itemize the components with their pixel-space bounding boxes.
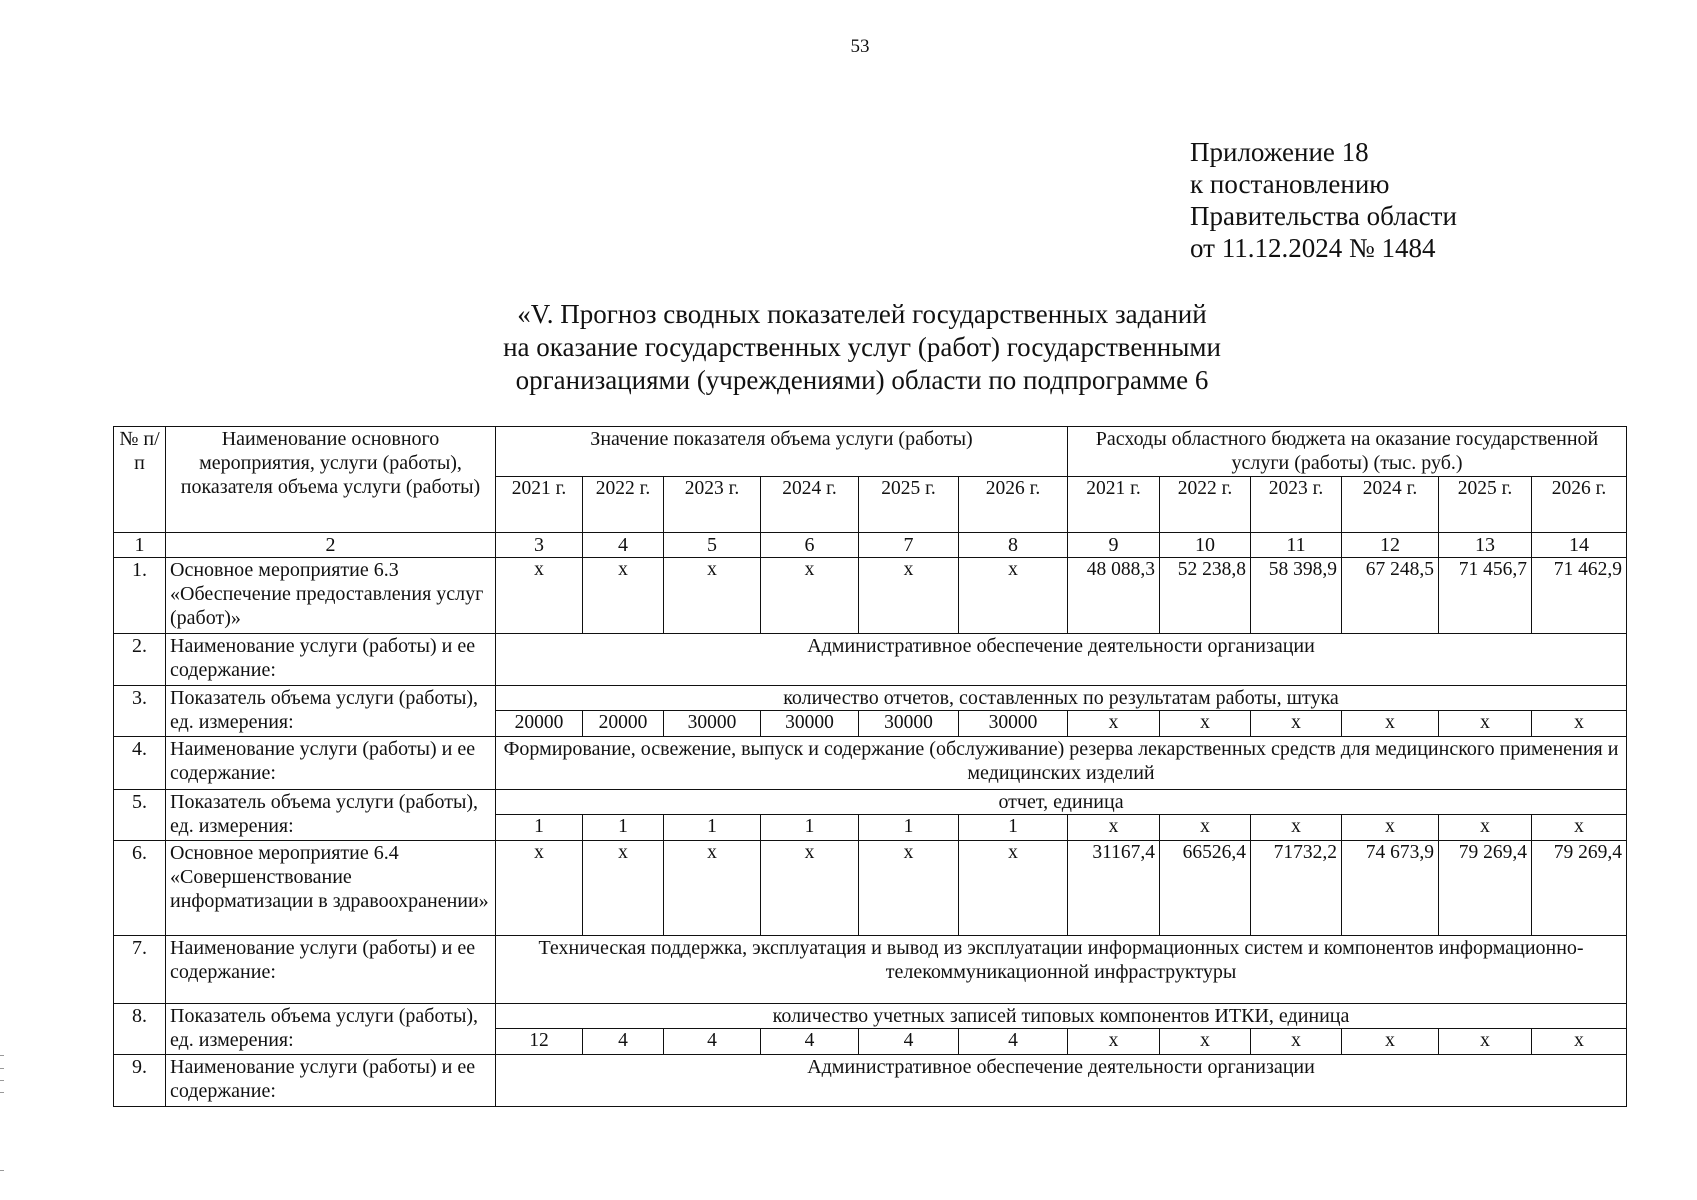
volume-value: х (859, 558, 959, 634)
column-number: 5 (664, 533, 761, 558)
table-row (114, 841, 1627, 936)
service-content: Формирование, освежение, выпуск и содержание (обслуживание) резерва лекарственных средств для медицинского применения и медицинских изделий (496, 737, 1627, 790)
row-name: Показатель объема услуги (работы), ед. измерения: (166, 790, 496, 841)
budget-value: 71 456,7 (1439, 558, 1532, 634)
volume-value: х (859, 841, 959, 936)
column-number: 12 (1342, 533, 1439, 558)
row-number: 2. (114, 634, 166, 686)
volume-value: 20000 (583, 711, 664, 737)
budget-value: х (1251, 711, 1342, 737)
header-volume-group: Значение показателя объема услуги (работы) (496, 427, 1068, 477)
scan-edge-mark (0, 1092, 4, 1093)
table-row (114, 737, 1627, 790)
volume-value: 4 (583, 1029, 664, 1055)
budget-value: х (1068, 1029, 1160, 1055)
volume-value: 1 (664, 815, 761, 841)
budget-value: 31167,4 (1068, 841, 1160, 936)
volume-value: 4 (664, 1029, 761, 1055)
header-year: 2021 г. (1068, 477, 1160, 533)
column-number: 8 (959, 533, 1068, 558)
volume-value: 12 (496, 1029, 583, 1055)
volume-value: 30000 (959, 711, 1068, 737)
budget-value: х (1068, 815, 1160, 841)
volume-value: х (496, 841, 583, 936)
budget-value: 79 269,4 (1532, 841, 1627, 936)
column-number: 1 (114, 533, 166, 558)
appendix-block (1190, 136, 1457, 264)
budget-value: х (1251, 1029, 1342, 1055)
volume-value: х (496, 558, 583, 634)
header-year: 2022 г. (1160, 477, 1251, 533)
scan-edge-mark (0, 1170, 4, 1171)
budget-value: 79 269,4 (1439, 841, 1532, 936)
header-year: 2024 г. (1342, 477, 1439, 533)
column-number: 9 (1068, 533, 1160, 558)
volume-value: х (583, 558, 664, 634)
forecast-table (113, 426, 1627, 1107)
row-name: Наименование услуги (работы) и ее содержание: (166, 1055, 496, 1107)
budget-value: х (1251, 815, 1342, 841)
volume-value: 4 (959, 1029, 1068, 1055)
service-content: Административное обеспечение деятельности организации (496, 1055, 1627, 1107)
budget-value: х (1160, 711, 1251, 737)
indicator-unit: отчет, единица (496, 790, 1627, 815)
budget-value: х (1532, 711, 1627, 737)
scan-edge-mark (0, 1055, 4, 1056)
column-number: 6 (761, 533, 859, 558)
header-year: 2023 г. (1251, 477, 1342, 533)
budget-value: 67 248,5 (1342, 558, 1439, 634)
column-number: 2 (166, 533, 496, 558)
indicator-unit: количество отчетов, составленных по результатам работы, штука (496, 686, 1627, 711)
header-year: 2023 г. (664, 477, 761, 533)
column-number: 10 (1160, 533, 1251, 558)
row-number: 1. (114, 558, 166, 634)
volume-value: 4 (859, 1029, 959, 1055)
budget-value: х (1439, 1029, 1532, 1055)
column-number: 7 (859, 533, 959, 558)
column-number: 3 (496, 533, 583, 558)
volume-value: х (761, 841, 859, 936)
volume-value: 4 (761, 1029, 859, 1055)
row-name: Основное мероприятие 6.4 «Совершенствование информатизации в здравоохранении» (166, 841, 496, 936)
row-name: Наименование услуги (работы) и ее содержание: (166, 634, 496, 686)
header-year: 2021 г. (496, 477, 583, 533)
row-name: Наименование услуги (работы) и ее содержание: (166, 737, 496, 790)
appendix-line: Приложение 18 (1190, 137, 1369, 167)
title-line: на оказание государственных услуг (работ) государственными (503, 332, 1221, 362)
budget-value: 66526,4 (1160, 841, 1251, 936)
volume-value: 1 (761, 815, 859, 841)
appendix-line: к постановлению (1190, 169, 1390, 199)
volume-value: 30000 (761, 711, 859, 737)
service-content: Техническая поддержка, эксплуатация и вывод из эксплуатации информационных систем и компонентов информационно-телекоммуникационной инфраструктуры (496, 936, 1627, 1004)
volume-value: х (761, 558, 859, 634)
row-number: 3. (114, 686, 166, 737)
row-name: Наименование услуги (работы) и ее содержание: (166, 936, 496, 1004)
page-number: 53 (850, 36, 870, 57)
volume-value: 1 (496, 815, 583, 841)
service-content: Административное обеспечение деятельности организации (496, 634, 1627, 686)
budget-value: х (1439, 815, 1532, 841)
table-row (114, 936, 1627, 1004)
budget-value: 48 088,3 (1068, 558, 1160, 634)
column-number: 14 (1532, 533, 1627, 558)
column-number: 4 (583, 533, 664, 558)
header-year: 2024 г. (761, 477, 859, 533)
volume-value: 30000 (664, 711, 761, 737)
budget-value: 74 673,9 (1342, 841, 1439, 936)
table-row (114, 558, 1627, 634)
row-number: 5. (114, 790, 166, 841)
table-row (114, 1055, 1627, 1107)
row-name: Показатель объема услуги (работы), ед. измерения: (166, 1004, 496, 1055)
budget-value: 52 238,8 (1160, 558, 1251, 634)
table-row (114, 686, 1627, 711)
budget-value: 71732,2 (1251, 841, 1342, 936)
row-number: 4. (114, 737, 166, 790)
indicator-unit: количество учетных записей типовых компонентов ИТКИ, единица (496, 1004, 1627, 1029)
header-no: № п/п (114, 427, 166, 533)
appendix-line: Правительства области (1190, 201, 1457, 231)
budget-value: х (1532, 1029, 1627, 1055)
volume-value: х (583, 841, 664, 936)
budget-value: х (1342, 815, 1439, 841)
title-line: «V. Прогноз сводных показателей государственных заданий (517, 299, 1207, 329)
row-number: 8. (114, 1004, 166, 1055)
header-year: 2022 г. (583, 477, 664, 533)
scan-edge-mark (0, 1080, 4, 1081)
row-number: 9. (114, 1055, 166, 1107)
table-row (114, 1004, 1627, 1029)
title-line: организациями (учреждениями) области по подпрограмме 6 (515, 365, 1209, 395)
header-year: 2025 г. (1439, 477, 1532, 533)
budget-value: х (1160, 815, 1251, 841)
volume-value: х (959, 558, 1068, 634)
header-budget-group: Расходы областного бюджета на оказание государственной услуги (работы) (тыс. руб.) (1068, 427, 1627, 477)
header-year: 2026 г. (1532, 477, 1627, 533)
budget-value: х (1342, 1029, 1439, 1055)
row-number: 6. (114, 841, 166, 936)
budget-value: х (1439, 711, 1532, 737)
row-name: Основное мероприятие 6.3 «Обеспечение предоставления услуг (работ)» (166, 558, 496, 634)
volume-value: х (664, 841, 761, 936)
budget-value: 71 462,9 (1532, 558, 1627, 634)
volume-value: х (959, 841, 1068, 936)
volume-value: 30000 (859, 711, 959, 737)
budget-value: х (1342, 711, 1439, 737)
header-year: 2026 г. (959, 477, 1068, 533)
budget-value: х (1532, 815, 1627, 841)
volume-value: 1 (959, 815, 1068, 841)
volume-value: 1 (583, 815, 664, 841)
column-number: 11 (1251, 533, 1342, 558)
header-year: 2025 г. (859, 477, 959, 533)
volume-value: 20000 (496, 711, 583, 737)
document-title (412, 298, 1312, 397)
budget-value: х (1160, 1029, 1251, 1055)
budget-value: х (1068, 711, 1160, 737)
volume-value: х (664, 558, 761, 634)
column-number: 13 (1439, 533, 1532, 558)
appendix-line: от 11.12.2024 № 1484 (1190, 233, 1436, 263)
header-name: Наименование основного мероприятия, услуги (работы), показателя объема услуги (работы) (166, 427, 496, 533)
volume-value: 1 (859, 815, 959, 841)
table-row (114, 634, 1627, 686)
row-number: 7. (114, 936, 166, 1004)
row-name: Показатель объема услуги (работы), ед. измерения: (166, 686, 496, 737)
budget-value: 58 398,9 (1251, 558, 1342, 634)
scan-edge-mark (0, 1068, 4, 1069)
table-row (114, 790, 1627, 815)
